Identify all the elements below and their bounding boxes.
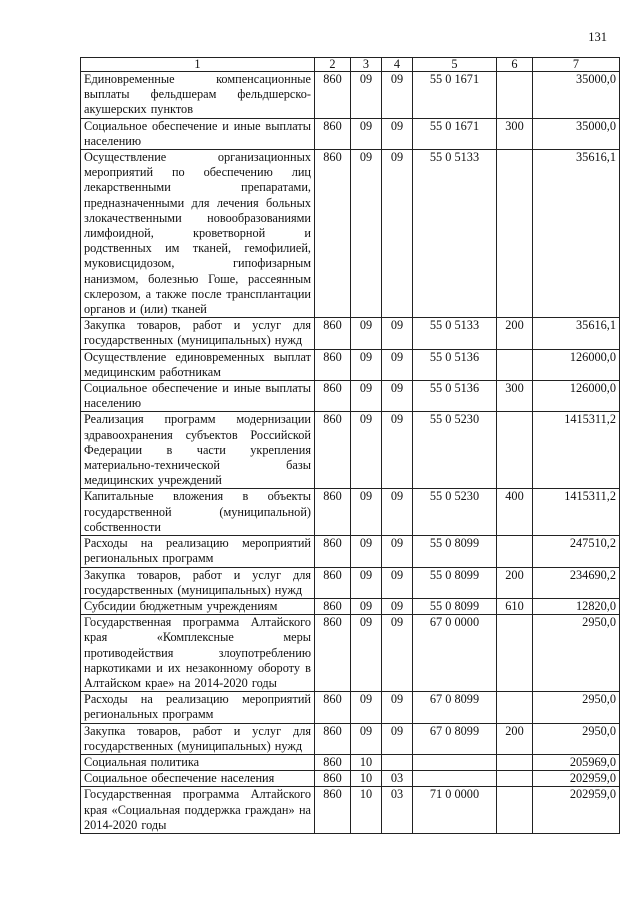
section-code-cell: 09 [351,615,382,692]
target-article-cell: 67 0 8099 [413,723,497,754]
subsection-code-cell: 09 [382,150,413,318]
expense-type-cell [497,615,533,692]
target-article-cell: 67 0 8099 [413,692,497,723]
target-article-cell [413,771,497,787]
amount-cell: 234690,2 [533,567,620,598]
expense-name-cell: Расходы на реализацию мероприятий региональных программ [81,536,315,567]
ministry-code-cell: 860 [315,118,351,149]
ministry-code-cell: 860 [315,754,351,770]
table-row [81,771,620,787]
ministry-code-cell: 860 [315,787,351,834]
subsection-code-cell: 09 [382,692,413,723]
amount-cell: 35000,0 [533,118,620,149]
subsection-code-cell: 09 [382,412,413,489]
amount-cell: 35616,1 [533,150,620,318]
expense-type-cell: 300 [497,381,533,412]
subsection-code-cell [382,754,413,770]
expense-type-cell: 400 [497,489,533,536]
target-article-cell: 55 0 5133 [413,150,497,318]
ministry-code-cell: 860 [315,72,351,119]
table-row [81,150,620,318]
subsection-code-cell: 09 [382,723,413,754]
target-article-cell: 71 0 0000 [413,787,497,834]
table-row [81,598,620,614]
subsection-code-cell: 09 [382,381,413,412]
ministry-code-cell: 860 [315,723,351,754]
expense-type-cell: 200 [497,318,533,349]
table-row [81,567,620,598]
table-row [81,412,620,489]
ministry-code-cell: 860 [315,349,351,380]
target-article-cell: 55 0 8099 [413,598,497,614]
expense-name-cell: Социальное обеспечение и иные выплаты населению [81,381,315,412]
ministry-code-cell: 860 [315,150,351,318]
section-code-cell: 09 [351,412,382,489]
subsection-code-cell: 09 [382,349,413,380]
target-article-cell: 55 0 5133 [413,318,497,349]
amount-cell: 2950,0 [533,692,620,723]
expense-type-cell: 200 [497,567,533,598]
subsection-code-cell: 09 [382,318,413,349]
ministry-code-cell: 860 [315,598,351,614]
expense-name-cell: Социальное обеспечение населения [81,771,315,787]
amount-cell: 2950,0 [533,615,620,692]
header-cell: 3 [351,58,382,72]
amount-cell: 126000,0 [533,381,620,412]
amount-cell: 202959,0 [533,771,620,787]
amount-cell: 2950,0 [533,723,620,754]
header-cell: 5 [413,58,497,72]
amount-cell: 202959,0 [533,787,620,834]
table-row [81,692,620,723]
section-code-cell: 09 [351,598,382,614]
table-row [81,615,620,692]
ministry-code-cell: 860 [315,489,351,536]
expense-name-cell: Осуществление организационных мероприятий по обеспечению лиц лекарственными препаратами, предназначенными для лечения больных злокачественными новообразованиями лимфоидной, кроветворной и родственных им тканей, гемофилией, муковисцидозом, гипофизарным нанизмом, болезнью Гоше, рассеянным склерозом, а также после трансплантации органов и (или) тканей [81,150,315,318]
table-row [81,349,620,380]
expense-name-cell: Социальное обеспечение и иные выплаты населению [81,118,315,149]
expense-name-cell: Капитальные вложения в объекты государственной (муниципальной) собственности [81,489,315,536]
target-article-cell: 67 0 0000 [413,615,497,692]
amount-cell: 12820,0 [533,598,620,614]
ministry-code-cell: 860 [315,771,351,787]
section-code-cell: 09 [351,349,382,380]
page-number: 131 [588,30,607,44]
expense-name-cell: Единовременные компенсационные выплаты фельдшерам фельдшерско-акушерских пунктов [81,72,315,119]
subsection-code-cell: 09 [382,598,413,614]
expense-type-cell [497,754,533,770]
target-article-cell: 55 0 8099 [413,536,497,567]
section-code-cell: 10 [351,754,382,770]
expense-type-cell [497,536,533,567]
table-row [81,118,620,149]
subsection-code-cell: 09 [382,118,413,149]
table-row [81,536,620,567]
target-article-cell: 55 0 8099 [413,567,497,598]
target-article-cell: 55 0 1671 [413,72,497,119]
expense-type-cell [497,349,533,380]
subsection-code-cell: 09 [382,72,413,119]
subsection-code-cell: 03 [382,787,413,834]
expense-name-cell: Субсидии бюджетным учреждениям [81,598,315,614]
section-code-cell: 09 [351,723,382,754]
expense-name-cell: Реализация программ модернизации здравоохранения субъектов Российской Федерации в части укрепления материально-технической базы медицинских учреждений [81,412,315,489]
header-cell: 2 [315,58,351,72]
ministry-code-cell: 860 [315,615,351,692]
table-row [81,318,620,349]
expense-name-cell: Закупка товаров, работ и услуг для государственных (муниципальных) нужд [81,318,315,349]
amount-cell: 35000,0 [533,72,620,119]
ministry-code-cell: 860 [315,318,351,349]
section-code-cell: 10 [351,771,382,787]
expense-type-cell [497,72,533,119]
amount-cell: 126000,0 [533,349,620,380]
target-article-cell: 55 0 1671 [413,118,497,149]
table-row [81,787,620,834]
section-code-cell: 09 [351,318,382,349]
table-row [81,489,620,536]
target-article-cell: 55 0 5136 [413,349,497,380]
target-article-cell [413,754,497,770]
ministry-code-cell: 860 [315,567,351,598]
section-code-cell: 09 [351,381,382,412]
subsection-code-cell: 09 [382,615,413,692]
expense-type-cell [497,787,533,834]
table-row [81,723,620,754]
section-code-cell: 09 [351,150,382,318]
ministry-code-cell: 860 [315,381,351,412]
ministry-code-cell: 860 [315,692,351,723]
header-cell: 1 [81,58,315,72]
expense-name-cell: Закупка товаров, работ и услуг для государственных (муниципальных) нужд [81,567,315,598]
expense-type-cell: 200 [497,723,533,754]
subsection-code-cell: 09 [382,567,413,598]
header-cell: 4 [382,58,413,72]
expense-type-cell [497,150,533,318]
header-cell: 6 [497,58,533,72]
subsection-code-cell: 03 [382,771,413,787]
expense-name-cell: Закупка товаров, работ и услуг для государственных (муниципальных) нужд [81,723,315,754]
table-row [81,72,620,119]
header-row [81,58,620,72]
subsection-code-cell: 09 [382,536,413,567]
amount-cell: 1415311,2 [533,412,620,489]
table-row [81,754,620,770]
expense-type-cell [497,692,533,723]
section-code-cell: 09 [351,536,382,567]
table-row [81,381,620,412]
expense-name-cell: Осуществление единовременных выплат медицинским работникам [81,349,315,380]
ministry-code-cell: 860 [315,536,351,567]
subsection-code-cell: 09 [382,489,413,536]
expense-name-cell: Расходы на реализацию мероприятий региональных программ [81,692,315,723]
amount-cell: 247510,2 [533,536,620,567]
expense-type-cell [497,412,533,489]
section-code-cell: 09 [351,118,382,149]
section-code-cell: 09 [351,72,382,119]
amount-cell: 205969,0 [533,754,620,770]
expense-name-cell: Государственная программа Алтайского края «Социальная поддержка граждан» на 2014-2020 годы [81,787,315,834]
section-code-cell: 09 [351,692,382,723]
amount-cell: 35616,1 [533,318,620,349]
section-code-cell: 09 [351,567,382,598]
header-cell: 7 [533,58,620,72]
target-article-cell: 55 0 5230 [413,412,497,489]
target-article-cell: 55 0 5230 [413,489,497,536]
target-article-cell: 55 0 5136 [413,381,497,412]
section-code-cell: 10 [351,787,382,834]
budget-table [80,57,620,834]
expense-name-cell: Государственная программа Алтайского края «Комплексные меры противодействия злоупотреблению наркотиками и их незаконному обороту в Алтайском крае» на 2014-2020 годы [81,615,315,692]
expense-type-cell: 300 [497,118,533,149]
expense-type-cell: 610 [497,598,533,614]
section-code-cell: 09 [351,489,382,536]
expense-name-cell: Социальная политика [81,754,315,770]
ministry-code-cell: 860 [315,412,351,489]
expense-type-cell [497,771,533,787]
amount-cell: 1415311,2 [533,489,620,536]
